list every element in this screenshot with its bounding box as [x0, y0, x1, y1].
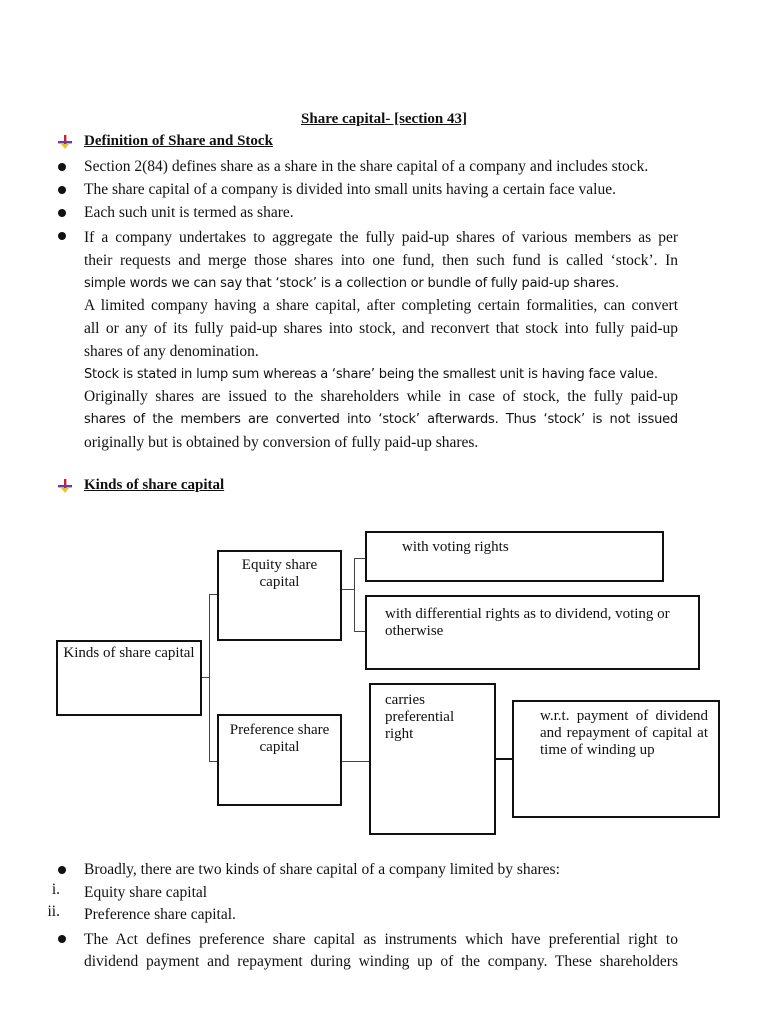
box-preferential-right [369, 683, 496, 835]
paragraph-line: shares of the members are converted into ‘stock’ afterwards. Thus ‘stock’ is not issued [84, 412, 678, 427]
list-item-text: Equity share capital [84, 884, 208, 901]
connector-line [341, 761, 370, 762]
bullet-text: Broadly, there are two kinds of share capital of a company limited by shares: [84, 861, 560, 878]
section-heading-definition: Definition of Share and Stock [84, 133, 273, 149]
connector-line [340, 589, 354, 590]
paragraph-line: shares of any denomination. [84, 343, 259, 360]
box-label: Equity share capital [241, 557, 318, 590]
box-label: Preference share capital [229, 722, 330, 755]
list-number: ii. [47, 903, 60, 920]
paragraph-line: all or any of its fully paid-up shares into stock, and reconvert that stock into fully paid-up [84, 320, 678, 337]
bullet-dot [58, 186, 66, 194]
box-wrt-payment [512, 700, 720, 818]
paragraph-line: Stock is stated in lump sum whereas a ‘share’ being the smallest unit is having face value. [84, 367, 658, 382]
connector-line [494, 758, 514, 760]
paragraph-line: Originally shares are issued to the shareholders while in case of stock, the fully paid-up [84, 388, 678, 405]
box-label: with differential rights as to dividend, voting or otherwise [385, 606, 670, 639]
bullet-dot [58, 232, 66, 240]
connector-line [201, 677, 209, 678]
box-voting-rights [365, 531, 664, 582]
connector-line [354, 558, 355, 632]
box-equity-share-capital [217, 550, 342, 641]
bullet-text: Each such unit is termed as share. [84, 204, 294, 221]
paragraph-line: dividend payment and repayment during winding up of the company. These shareholders [84, 953, 678, 970]
bullet-dot [58, 209, 66, 217]
paragraph-line: The Act defines preference share capital as instruments which have preferential right to [84, 931, 678, 948]
paragraph-line: A limited company having a share capital, after completing certain formalities, can convert [84, 297, 678, 314]
paragraph-line: their requests and merge those shares into one fund, then such fund is called ‘stock’. In [84, 252, 678, 269]
list-number: i. [51, 881, 60, 898]
box-kinds-of-share-capital [56, 640, 202, 716]
box-label: Kinds of share capital [63, 645, 195, 661]
bullet-dot [58, 866, 66, 874]
box-preference-share-capital [217, 714, 342, 806]
paragraph-line: originally but is obtained by conversion of fully paid-up shares. [84, 434, 479, 451]
page-title: Share capital- [section 43] [301, 111, 467, 127]
arrow-bullet-icon [58, 135, 72, 149]
paragraph-line: simple words we can say that ‘stock’ is a collection or bundle of fully paid-up shares. [84, 276, 619, 291]
box-label: w.r.t. payment of dividend and repayment of capital at time of winding up [540, 708, 708, 758]
bullet-dot [58, 935, 66, 943]
connector-line [209, 594, 210, 762]
arrow-bullet-icon [58, 479, 72, 493]
paragraph-line: If a company undertakes to aggregate the fully paid-up shares of various members as per [84, 229, 678, 246]
list-item-text: Preference share capital. [84, 906, 236, 923]
bullet-text: Section 2(84) defines share as a share in the share capital of a company and includes stock. [84, 158, 649, 175]
box-label: carries preferential right [385, 692, 455, 742]
bullet-text: The share capital of a company is divided into small units having a certain face value. [84, 181, 616, 198]
section-heading-kinds: Kinds of share capital [84, 477, 225, 493]
box-label: with voting rights [402, 539, 509, 555]
bullet-dot [58, 163, 66, 171]
box-differential-rights [365, 595, 700, 670]
